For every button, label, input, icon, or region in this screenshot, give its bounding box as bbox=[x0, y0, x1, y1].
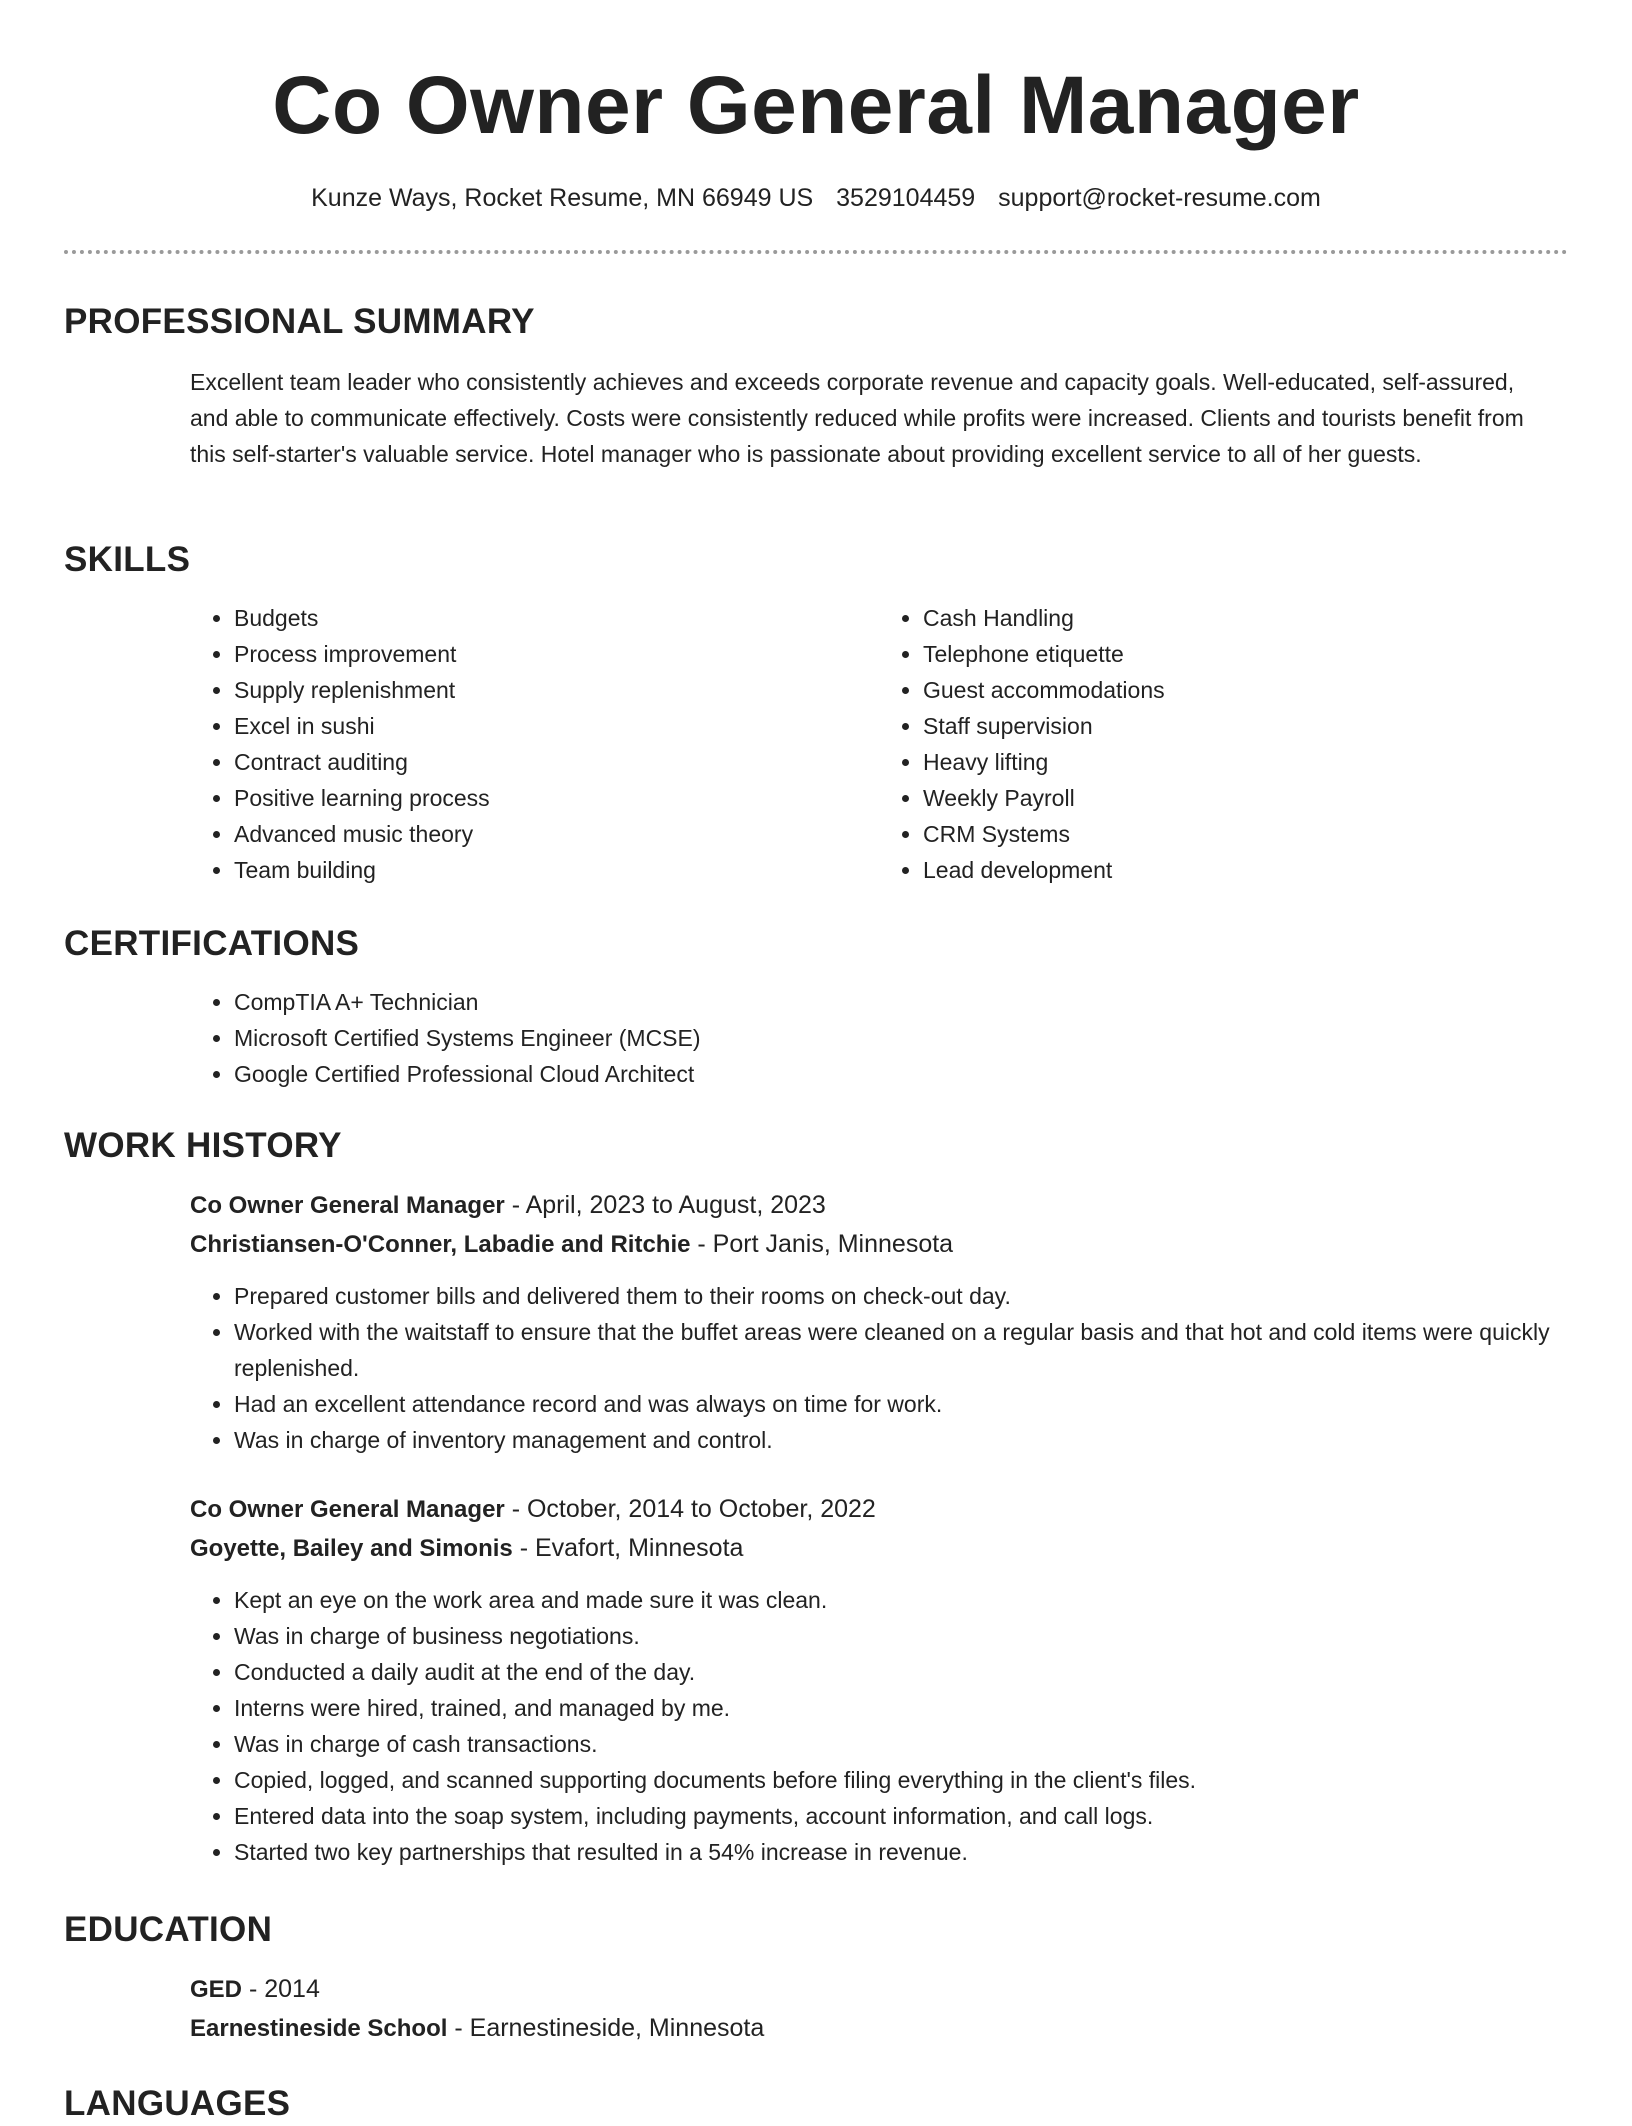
work-heading: WORK HISTORY bbox=[64, 1126, 342, 1165]
list-item: • CRM Systems bbox=[923, 816, 1568, 852]
contact-address: Kunze Ways, Rocket Resume, MN 66949 US bbox=[311, 184, 814, 212]
list-item: • Process improvement bbox=[234, 636, 879, 672]
job-role: Co Owner General Manager bbox=[190, 1192, 505, 1219]
education-degree-line bbox=[190, 1970, 1568, 2009]
list-item: • Copied, logged, and scanned supporting documents before filing everything in the client's files. bbox=[234, 1762, 1568, 1798]
summary-body bbox=[190, 364, 1568, 472]
job-entry bbox=[190, 1490, 1568, 1870]
list-item: • Telephone etiquette bbox=[923, 636, 1568, 672]
education-degree: GED bbox=[190, 1976, 243, 2003]
list-item: • Started two key partnerships that resulted in a 54% increase in revenue. bbox=[234, 1834, 1568, 1870]
list-item: • Weekly Payroll bbox=[923, 780, 1568, 816]
list-item: • Microsoft Certified Systems Engineer (MCSE) bbox=[234, 1020, 1568, 1056]
list-item: • Staff supervision bbox=[923, 708, 1568, 744]
list-item: • Positive learning process bbox=[234, 780, 879, 816]
work-body bbox=[190, 1186, 1568, 1870]
list-item: • Cash Handling bbox=[923, 600, 1568, 636]
list-item: • CompTIA A+ Technician bbox=[234, 984, 1568, 1020]
list-item: • Was in charge of cash transactions. bbox=[234, 1726, 1568, 1762]
languages-heading: LANGUAGES bbox=[64, 2084, 291, 2123]
skills-body bbox=[190, 600, 1568, 888]
education-school: Earnestineside School bbox=[190, 2015, 448, 2042]
skills-list-left bbox=[190, 600, 879, 888]
job-entry bbox=[190, 1186, 1568, 1458]
list-item: • Supply replenishment bbox=[234, 672, 879, 708]
skills-heading: SKILLS bbox=[64, 540, 191, 579]
list-item: • Lead development bbox=[923, 852, 1568, 888]
list-item: • Heavy lifting bbox=[923, 744, 1568, 780]
list-item: • Prepared customer bills and delivered them to their rooms on check-out day. bbox=[234, 1278, 1568, 1314]
contact-email: support@rocket-resume.com bbox=[998, 184, 1321, 212]
languages-section bbox=[64, 2082, 1568, 2126]
education-school-line bbox=[190, 2009, 1568, 2048]
contact-line bbox=[64, 180, 1568, 216]
job-title-line bbox=[190, 1186, 1568, 1225]
certifications-list bbox=[190, 984, 1568, 1092]
header-divider bbox=[64, 250, 1568, 254]
skills-list-right bbox=[879, 600, 1568, 888]
list-item: • Guest accommodations bbox=[923, 672, 1568, 708]
education-section bbox=[64, 1908, 1568, 2048]
list-item: • Kept an eye on the work area and made sure it was clean. bbox=[234, 1582, 1568, 1618]
page-title: Co Owner General Manager bbox=[272, 60, 1360, 151]
skills-section bbox=[64, 538, 1568, 888]
job-company: Goyette, Bailey and Simonis bbox=[190, 1535, 513, 1562]
certifications-section bbox=[64, 922, 1568, 1092]
summary-heading: PROFESSIONAL SUMMARY bbox=[64, 302, 535, 341]
education-year: - 2014 bbox=[242, 1975, 320, 2003]
work-section bbox=[64, 1124, 1568, 1870]
job-location: - Evafort, Minnesota bbox=[512, 1534, 744, 1562]
job-dates: - October, 2014 to October, 2022 bbox=[504, 1495, 876, 1523]
job-duties bbox=[190, 1278, 1568, 1458]
list-item: • Contract auditing bbox=[234, 744, 879, 780]
list-item: • Was in charge of business negotiations. bbox=[234, 1618, 1568, 1654]
certifications-body bbox=[190, 984, 1568, 1092]
education-location: - Earnestineside, Minnesota bbox=[447, 2014, 765, 2042]
list-item: • Was in charge of inventory management and control. bbox=[234, 1422, 1568, 1458]
job-company-line bbox=[190, 1529, 1568, 1568]
job-role: Co Owner General Manager bbox=[190, 1496, 505, 1523]
skills-grid bbox=[190, 600, 1568, 888]
list-item: • Google Certified Professional Cloud Architect bbox=[234, 1056, 1568, 1092]
list-item: • Advanced music theory bbox=[234, 816, 879, 852]
education-body bbox=[190, 1970, 1568, 2048]
list-item: • Team building bbox=[234, 852, 879, 888]
job-location: - Port Janis, Minnesota bbox=[690, 1230, 954, 1258]
list-item: • Entered data into the soap system, including payments, account information, and call logs. bbox=[234, 1798, 1568, 1834]
education-heading: EDUCATION bbox=[64, 1910, 273, 1949]
job-duties bbox=[190, 1582, 1568, 1870]
list-item: • Conducted a daily audit at the end of the day. bbox=[234, 1654, 1568, 1690]
summary-text: Excellent team leader who consistently achieves and exceeds corporate revenue and capacity goals. Well-educated, self-assured, and able to communicate effectively. Costs were consistently reduced while profits were increased. Clients and tourists benefit from this self-starter's valuable service. Hotel manager who is passionate about providing excellent service to all of her guests. bbox=[190, 369, 1524, 467]
job-dates: - April, 2023 to August, 2023 bbox=[504, 1191, 826, 1219]
summary-section bbox=[64, 300, 1568, 472]
list-item: • Budgets bbox=[234, 600, 879, 636]
list-item: • Excel in sushi bbox=[234, 708, 879, 744]
contact-phone: 3529104459 bbox=[836, 184, 976, 212]
job-title-line bbox=[190, 1490, 1568, 1529]
certifications-heading: CERTIFICATIONS bbox=[64, 924, 360, 963]
job-company: Christiansen-O'Conner, Labadie and Ritchie bbox=[190, 1231, 691, 1258]
list-item: • Had an excellent attendance record and was always on time for work. bbox=[234, 1386, 1568, 1422]
list-item: • Interns were hired, trained, and managed by me. bbox=[234, 1690, 1568, 1726]
list-item: • Worked with the waitstaff to ensure that the buffet areas were cleaned on a regular basis and that hot and cold items were quickly replenished. bbox=[234, 1314, 1568, 1386]
job-company-line bbox=[190, 1225, 1568, 1264]
